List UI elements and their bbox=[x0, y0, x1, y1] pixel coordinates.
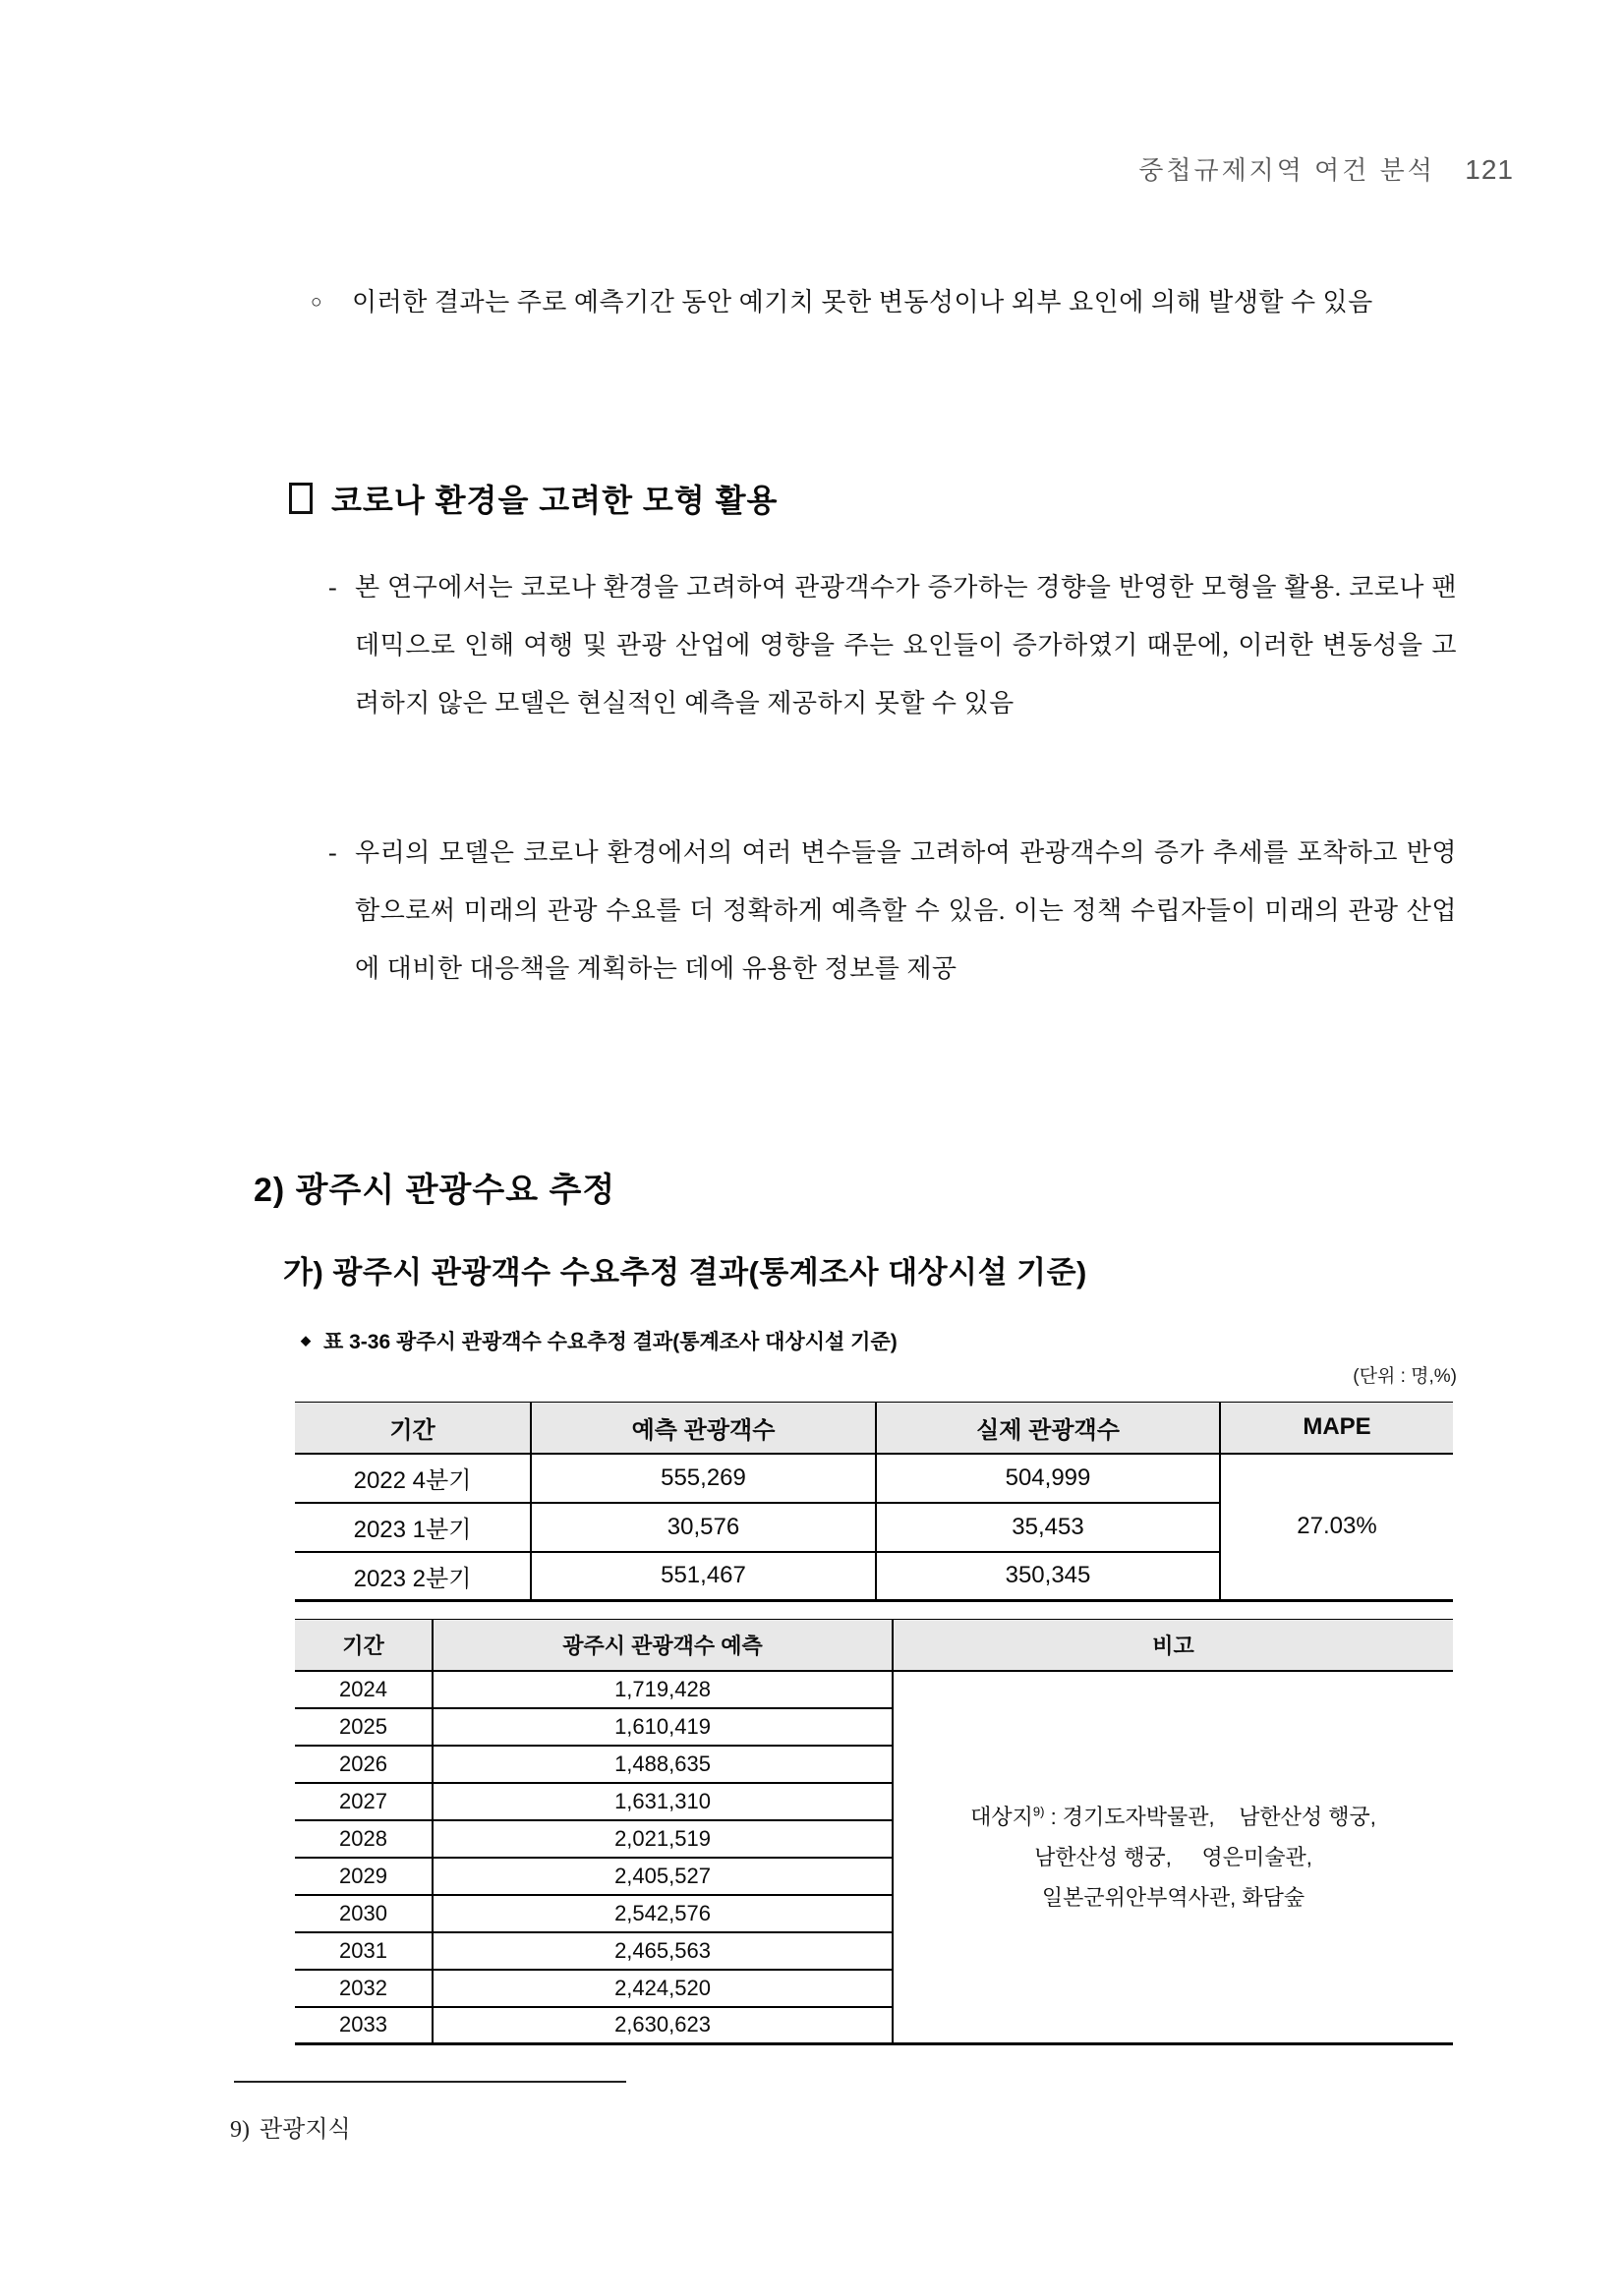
actual-cell: 504,999 bbox=[876, 1454, 1220, 1503]
column-header: 기간 bbox=[295, 1403, 531, 1454]
remark-line: 일본군위안부역사관, 화담숲 bbox=[1041, 1884, 1305, 1910]
actual-cell: 35,453 bbox=[876, 1503, 1220, 1552]
forecast-cell: 1,719,428 bbox=[433, 1671, 893, 1708]
year-cell: 2031 bbox=[295, 1932, 433, 1970]
table-row bbox=[295, 1671, 1453, 1708]
dash-text: 본 연구에서는 코로나 환경을 고려하여 관광객수가 증가하는 경향을 반영한 모형을 활용. 코로나 팬데믹으로 인해 여행 및 관광 산업에 영향을 주는 요인들이 증가하였기 때문에, 이러한 변동성을 고려하지 않은 모델은 현실적인 예측을 제공하지 못할 수 있음 bbox=[355, 573, 1457, 718]
mape-value-cell: 27.03% bbox=[1220, 1454, 1453, 1601]
remark-cell bbox=[893, 1671, 1453, 2044]
running-head-title: 중첩규제지역 여건 분석 bbox=[1138, 155, 1435, 185]
running-head bbox=[590, 150, 1514, 187]
remark-line: 남한산성 행궁, 영은미술관, bbox=[1034, 1844, 1312, 1869]
table-caption bbox=[301, 1326, 898, 1355]
bullet-item bbox=[311, 270, 1457, 334]
forecast-cell: 2,021,519 bbox=[433, 1820, 893, 1858]
dash-marker: - bbox=[328, 838, 337, 867]
year-cell: 2032 bbox=[295, 1970, 433, 2007]
forecast-cell: 2,542,576 bbox=[433, 1895, 893, 1932]
period-cell: 2023 2분기 bbox=[353, 1565, 472, 1592]
period-cell: 2022 4분기 bbox=[295, 1454, 531, 1503]
year-cell: 2025 bbox=[295, 1708, 433, 1746]
year-cell: 2024 bbox=[295, 1671, 433, 1708]
actual-cell: 350,345 bbox=[876, 1552, 1220, 1601]
forecast-cell: 1,610,419 bbox=[433, 1708, 893, 1746]
forecast-cell: 2,405,527 bbox=[433, 1858, 893, 1895]
period-cell: 2023 1분기 bbox=[295, 1503, 531, 1552]
footnote-rule bbox=[234, 2081, 626, 2083]
column-header: 예측 관광객수 bbox=[531, 1403, 876, 1454]
column-header: 실제 관광객수 bbox=[876, 1403, 1220, 1454]
year-cell: 2030 bbox=[295, 1895, 433, 1932]
mape-table bbox=[295, 1402, 1453, 1602]
year-cell: 2029 bbox=[295, 1858, 433, 1895]
column-header: 광주시 관광객수 예측 bbox=[433, 1620, 893, 1671]
table-caption-text: 표 3-36 광주시 관광객수 수요추정 결과(통계조사 대상시설 기준) bbox=[323, 1331, 898, 1353]
circle-bullet-icon: ○ bbox=[311, 292, 322, 313]
year-cell: 2027 bbox=[295, 1783, 433, 1820]
square-bullet-icon bbox=[289, 483, 313, 514]
section-heading-title: 코로나 환경을 고려한 모형 활용 bbox=[331, 483, 779, 518]
dash-item bbox=[328, 558, 1457, 732]
forecast-cell: 555,269 bbox=[531, 1454, 876, 1503]
forecast-cell: 2,424,520 bbox=[433, 1970, 893, 2007]
diamond-bullet-icon: ◆ bbox=[301, 1333, 311, 1348]
table-header-row bbox=[295, 1620, 1453, 1671]
remark-line bbox=[894, 1797, 1453, 1837]
year-cell: 2028 bbox=[295, 1820, 433, 1858]
footnote-text: 관광지식 bbox=[260, 2117, 351, 2143]
dash-item bbox=[328, 824, 1457, 998]
year-cell: 2033 bbox=[339, 2012, 387, 2038]
forecast-cell: 2,630,623 bbox=[433, 2007, 893, 2044]
footnote-ref: 9) bbox=[1032, 1804, 1045, 1819]
dash-marker: - bbox=[328, 573, 337, 602]
table-header-row bbox=[295, 1403, 1453, 1454]
dash-text: 우리의 모델은 코로나 환경에서의 여러 변수들을 고려하여 관광객수의 증가 추세를 포착하고 반영함으로써 미래의 관광 수요를 더 정확하게 예측할 수 있음. 이는 정책 수립자들이 미래의 관광 산업에 대비한 대응책을 계획하는 데에 유용한 정보를 제공 bbox=[355, 838, 1457, 983]
column-header: 비고 bbox=[893, 1620, 1453, 1671]
unit-note: (단위 : 명,%) bbox=[1353, 1366, 1457, 1387]
page-number: 121 bbox=[1465, 154, 1514, 185]
forecast-table bbox=[295, 1619, 1453, 2045]
bullet-text: 이러한 결과는 주로 예측기간 동안 예기치 못한 변동성이나 외부 요인에 의해 발생할 수 있음 bbox=[352, 288, 1373, 316]
column-header: 기간 bbox=[295, 1620, 433, 1671]
forecast-cell: 551,467 bbox=[531, 1552, 876, 1601]
remark-prefix: 대상지 bbox=[970, 1804, 1033, 1829]
year-cell: 2026 bbox=[295, 1746, 433, 1783]
forecast-cell: 2,465,563 bbox=[433, 1932, 893, 1970]
numbered-heading: 2) 광주시 관광수요 추정 bbox=[254, 1172, 616, 1209]
column-header: MAPE bbox=[1220, 1403, 1453, 1454]
footnote-marker: 9) bbox=[230, 2117, 250, 2143]
sub-heading: 가) 광주시 관광객수 수요추정 결과(통계조사 대상시설 기준) bbox=[283, 1255, 1087, 1290]
footnote bbox=[230, 2109, 351, 2144]
forecast-cell: 1,488,635 bbox=[433, 1746, 893, 1783]
forecast-cell: 1,631,310 bbox=[433, 1783, 893, 1820]
section-heading bbox=[289, 476, 778, 521]
forecast-cell: 30,576 bbox=[531, 1503, 876, 1552]
remark-line1: : 경기도자박물관, 남한산성 행궁, bbox=[1044, 1804, 1376, 1829]
table-row bbox=[295, 1454, 1453, 1503]
